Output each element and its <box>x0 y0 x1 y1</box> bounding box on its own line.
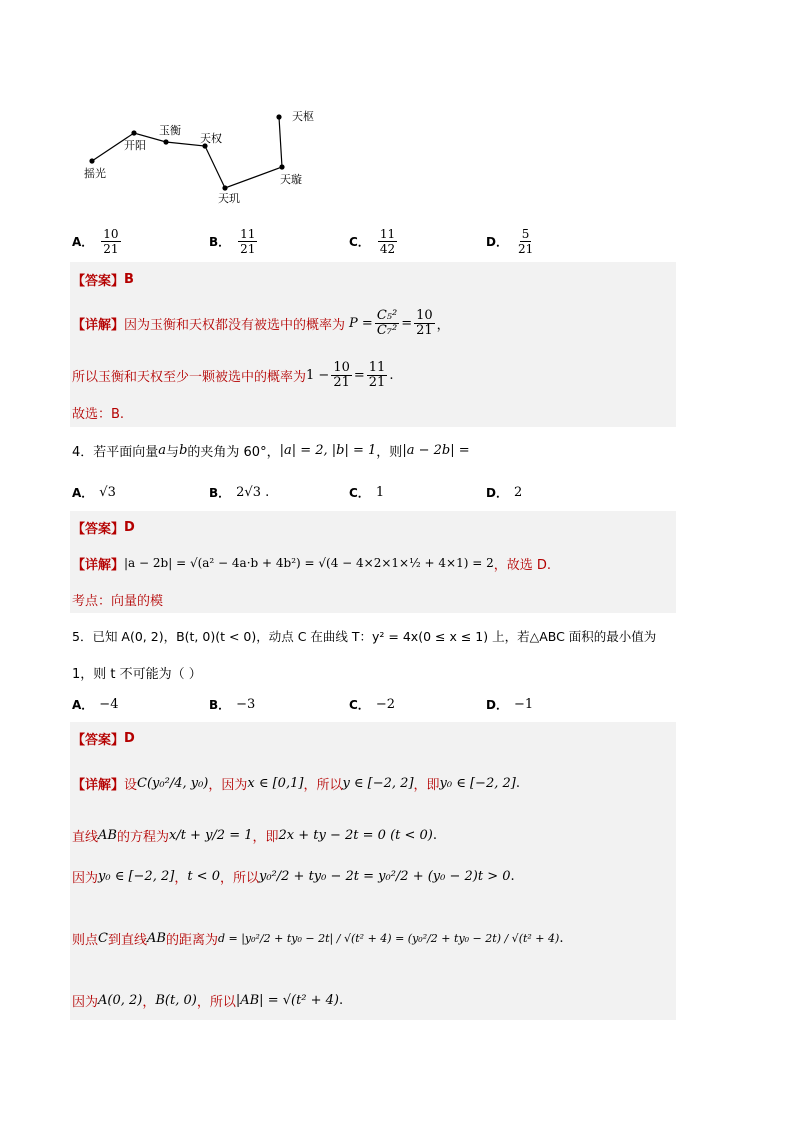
q4-stem <box>72 438 470 462</box>
q5-detail-line2 <box>72 817 437 853</box>
math-expr: t < 0 <box>187 868 220 884</box>
detail-label: 【详解】 <box>72 317 125 333</box>
q4-option-c[interactable] <box>349 472 384 512</box>
math-expr: y₀ ∈ [−2, 2] <box>439 775 516 791</box>
option-letter: C． <box>349 234 370 249</box>
fraction <box>331 361 352 390</box>
q3-detail-line2 <box>72 355 393 395</box>
stem-text: ，则 <box>376 444 403 460</box>
math-expr: A(0, 2) <box>98 992 143 1008</box>
detail-text: 到直线 <box>107 932 147 948</box>
detail-text: 的距离为 <box>165 932 218 948</box>
q4-note <box>72 589 163 609</box>
answer-label: 【答案】 <box>72 273 125 289</box>
detail-text: 的方程为 <box>116 829 169 845</box>
punct: . <box>432 827 438 843</box>
denominator: 21 <box>240 241 256 256</box>
q3-option-c[interactable] <box>349 221 399 261</box>
math-expr: a <box>158 442 167 458</box>
punct: ， <box>436 317 450 333</box>
detail-text: ，即 <box>413 777 440 793</box>
option-text: −2 <box>375 696 395 712</box>
q4-option-a[interactable] <box>72 472 116 512</box>
math-expr: |a| = 2, |b| = 1 <box>279 442 377 458</box>
option-letter: A． <box>72 697 94 712</box>
answer-value: D <box>124 730 135 746</box>
star-label-tianxuan: 天璇 <box>280 173 302 186</box>
option-letter: D． <box>486 697 508 712</box>
denominator: 21 <box>517 241 534 256</box>
fraction <box>101 227 120 256</box>
option-letter: C． <box>349 485 370 500</box>
q5-options <box>72 684 592 724</box>
option-letter: D． <box>486 234 508 249</box>
detail-text: 则点 <box>72 932 99 948</box>
math-expr: P = <box>349 315 373 331</box>
detail-text: ， <box>174 870 188 886</box>
stem-text: 与 <box>166 444 180 460</box>
math-expr: = <box>353 367 365 383</box>
big-dipper-diagram <box>70 100 330 210</box>
math-expr: x ∈ [0,1] <box>247 775 304 791</box>
fraction <box>238 227 257 256</box>
detail-text: ，所以 <box>303 777 343 793</box>
punct: . <box>559 930 564 946</box>
math-expr: d = |y₀²/2 + ty₀ − 2t| / √(t² + 4) = (y₀²/2 + ty₀ − 2t) / √(t² + 4) <box>217 931 560 945</box>
numerator: 10 <box>333 359 350 375</box>
detail-text: 故选：B. <box>72 406 125 422</box>
q3-solution-box <box>70 262 676 427</box>
stem-text: 5．已知 A(0, 2)，B(t, 0)(t < 0)，动点 C 在曲线 T：y² = 4x(0 ≤ x ≤ 1) 上，若△ABC 面积的最小值为 <box>72 629 657 644</box>
math-expr: C <box>98 930 108 946</box>
answer-value: B <box>124 271 134 287</box>
q4-options <box>72 472 592 512</box>
option-letter: B． <box>209 234 231 249</box>
numerator: 5 <box>521 226 530 241</box>
denominator: 21 <box>103 241 119 256</box>
math-expr: |a − 2b| = <box>402 442 470 458</box>
option-letter: B． <box>209 485 231 500</box>
detail-text: ，因为 <box>208 777 248 793</box>
fraction <box>367 361 388 390</box>
q3-answer <box>72 268 134 290</box>
option-text: 2√3 . <box>236 484 270 500</box>
option-letter: D． <box>486 485 508 500</box>
math-expr: AB <box>146 930 166 946</box>
q5-option-a[interactable] <box>72 684 118 724</box>
option-text: −3 <box>236 696 256 712</box>
numerator: C₅² <box>376 307 398 323</box>
q5-option-b[interactable] <box>209 684 255 724</box>
star-label-tianji: 天玑 <box>218 192 240 205</box>
numerator: 11 <box>368 359 386 375</box>
punct: . <box>389 367 394 383</box>
answer-label: 【答案】 <box>72 732 125 748</box>
detail-text: 直线 <box>72 829 99 845</box>
stem-text: 4．若平面向量 <box>72 444 159 460</box>
punct: . <box>339 992 344 1008</box>
q3-option-a[interactable] <box>72 221 123 261</box>
star-label-tianquan: 天权 <box>200 132 222 145</box>
denominator: C₇² <box>376 322 398 338</box>
q5-detail-line5 <box>72 988 343 1012</box>
stem-text: 1，则 t 不可能为（ ） <box>72 666 202 682</box>
punct: . <box>510 868 515 884</box>
math-expr: y₀ ∈ [−2, 2] <box>98 868 175 884</box>
q5-detail-line4 <box>72 910 563 966</box>
math-expr: B(t, 0) <box>155 992 197 1008</box>
option-text: 2 <box>513 484 523 500</box>
math-expr: 1 − <box>306 367 330 383</box>
q5-detail-line3 <box>72 858 515 894</box>
q5-detail-line1 <box>72 765 520 801</box>
star-label-yaoguang: 摇光 <box>84 167 106 180</box>
detail-text: 因为 <box>72 994 99 1010</box>
numerator: 11 <box>379 226 396 241</box>
detail-text: ，即 <box>252 829 279 845</box>
answer-label: 【答案】 <box>72 521 125 537</box>
detail-text: ， <box>142 994 156 1010</box>
q5-stem-line2 <box>72 660 202 684</box>
star-label-yuheng: 玉衡 <box>159 124 181 137</box>
option-text: −1 <box>513 696 534 712</box>
denominator: 42 <box>379 241 396 256</box>
detail-text: 因为玉衡和天权都没有被选中的概率为 <box>124 317 346 333</box>
fraction <box>516 227 535 256</box>
q4-option-b[interactable] <box>209 472 269 512</box>
q3-options <box>72 221 592 261</box>
q4-answer <box>72 516 135 538</box>
option-text: −4 <box>99 696 119 712</box>
option-letter: A． <box>72 485 94 500</box>
math-expr: b <box>179 442 188 458</box>
math-expr: x/t + y/2 = 1 <box>168 827 253 843</box>
denominator: 21 <box>416 322 433 338</box>
numerator: 11 <box>240 226 256 241</box>
detail-text: 设 <box>124 777 138 793</box>
answer-value: D <box>124 519 135 535</box>
detail-label: 【详解】 <box>72 777 125 793</box>
note-text: 考点：向量的模 <box>72 593 164 609</box>
stem-text: 的夹角为 60°， <box>187 444 280 460</box>
math-expr: AB <box>98 827 117 843</box>
math-expr: y₀²/2 + ty₀ − 2t = y₀²/2 + (y₀ − 2)t > 0 <box>259 868 511 884</box>
math-expr: 2x + ty − 2t = 0 (t < 0) <box>278 827 433 843</box>
detail-text: ，所以 <box>196 994 236 1010</box>
q5-answer <box>72 727 135 749</box>
math-expr: = <box>401 315 413 331</box>
option-text: √3 <box>99 484 116 500</box>
punct: . <box>515 775 520 791</box>
fraction <box>375 309 399 338</box>
numerator: 10 <box>416 307 433 323</box>
fraction <box>378 227 397 256</box>
q4-detail <box>72 548 551 578</box>
option-letter: A． <box>72 234 94 249</box>
option-letter: C． <box>349 697 370 712</box>
denominator: 21 <box>368 374 386 390</box>
q3-option-b[interactable] <box>209 221 259 261</box>
q5-option-c[interactable] <box>349 684 395 724</box>
q3-detail-line3 <box>72 402 124 422</box>
math-expr: y ∈ [−2, 2] <box>342 775 414 791</box>
q4-option-d[interactable] <box>486 472 522 512</box>
q5-option-d[interactable] <box>486 684 533 724</box>
q3-option-d[interactable] <box>486 221 537 261</box>
option-text: 1 <box>375 484 385 500</box>
detail-text: ，所以 <box>219 870 259 886</box>
q3-detail-line1 <box>72 303 450 343</box>
fraction <box>414 309 435 338</box>
detail-label: 【详解】 <box>72 557 125 573</box>
denominator: 21 <box>333 374 350 390</box>
math-expr: |a − 2b| = √(a² − 4a·b + 4b²) = √(4 − 4×2×1×½ + 4×1) = 2 <box>124 556 494 570</box>
star-label-tianshu: 天枢 <box>292 110 314 123</box>
numerator: 10 <box>103 226 119 241</box>
math-expr: C(y₀²/4, y₀) <box>137 775 209 791</box>
detail-text: 因为 <box>72 870 99 886</box>
detail-text: ，故选 D. <box>493 557 552 573</box>
q5-stem-line1 <box>72 624 656 648</box>
option-letter: B． <box>209 697 231 712</box>
math-expr: |AB| = √(t² + 4) <box>235 992 340 1008</box>
star-label-kaiyang: 开阳 <box>124 139 146 152</box>
detail-text: 所以玉衡和天权至少一颗被选中的概率为 <box>72 369 307 385</box>
